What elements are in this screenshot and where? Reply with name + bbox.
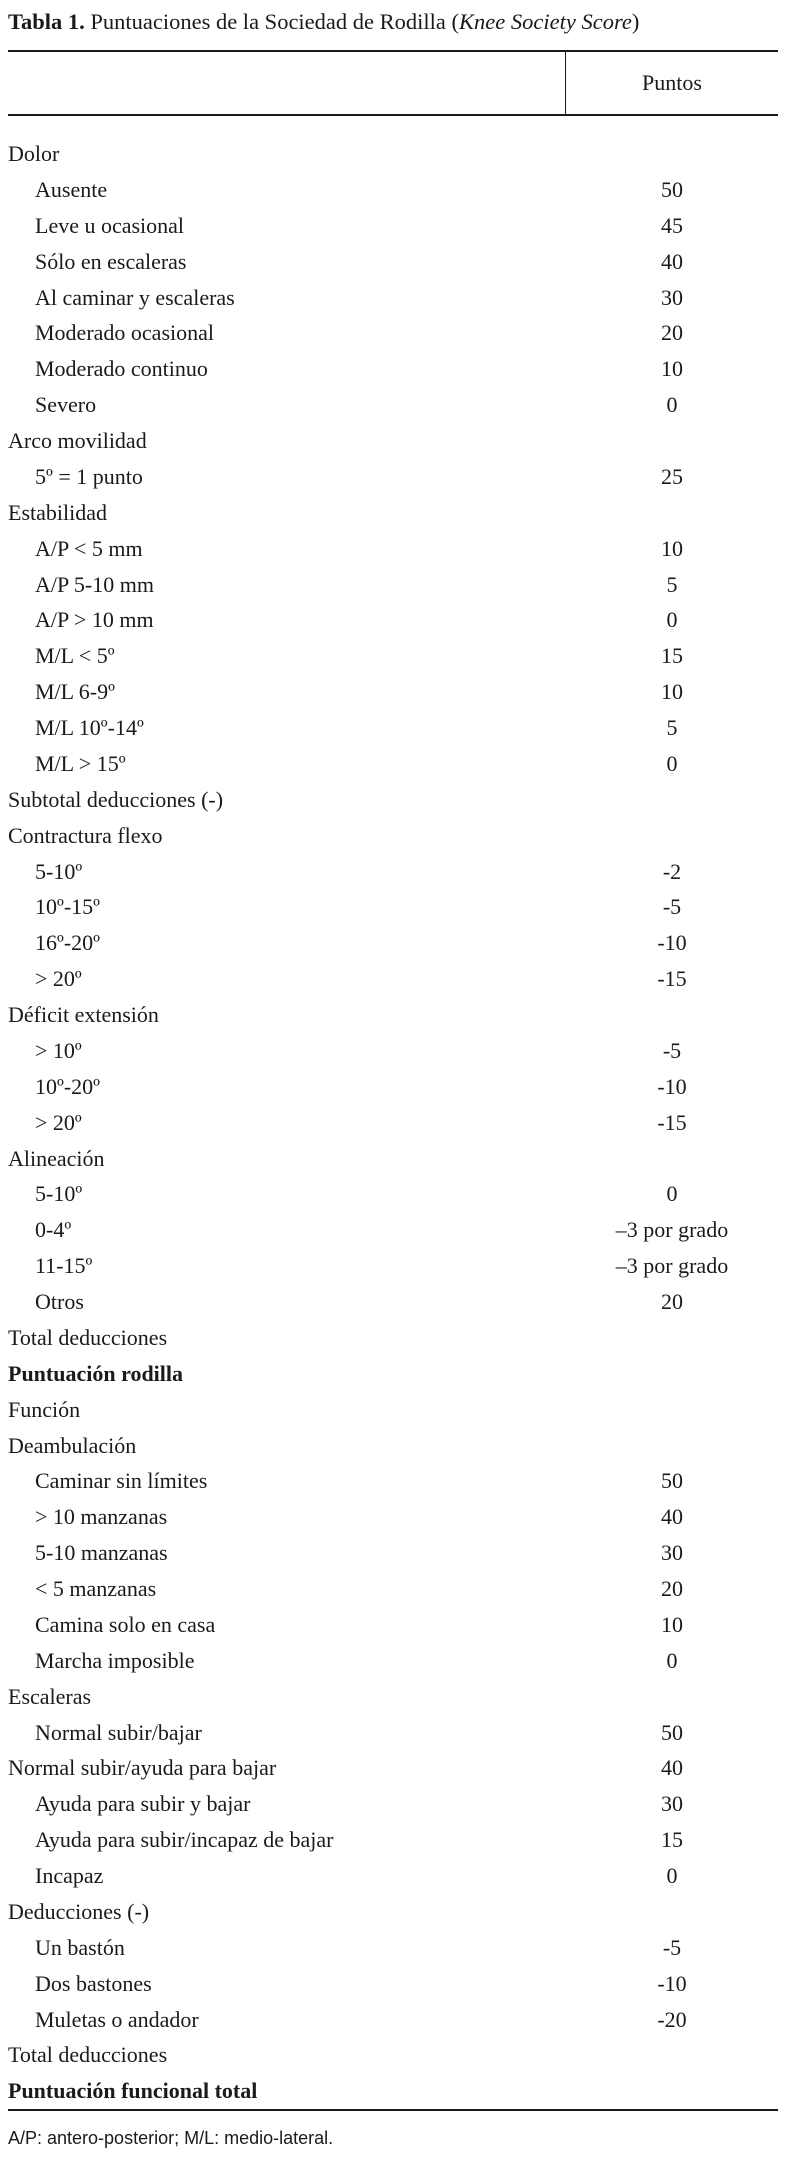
- row-label: Camina solo en casa: [35, 1611, 216, 1637]
- table-row: [8, 925, 778, 961]
- row-label: Marcha imposible: [35, 1647, 195, 1673]
- row-points: -10: [657, 1073, 687, 1099]
- table-row: [8, 1930, 778, 1966]
- row-label: Moderado ocasional: [35, 320, 214, 346]
- row-label: Función: [8, 1396, 81, 1422]
- row-points: 40: [661, 248, 683, 274]
- bottom-rule: [8, 2109, 778, 2111]
- row-label: > 10º: [35, 1037, 82, 1063]
- table-row: [8, 1750, 778, 1786]
- table-row: [8, 1141, 778, 1177]
- table-footnote: A/P: antero-posterior; M/L: medio-lateral.: [8, 2128, 334, 2148]
- row-label: Moderado continuo: [35, 356, 208, 382]
- table-row: [8, 1715, 778, 1751]
- row-label: M/L 6-9º: [35, 679, 115, 705]
- table-row: [8, 1643, 778, 1679]
- table-row: [8, 1535, 778, 1571]
- table-row: [8, 351, 778, 387]
- row-points: 15: [661, 1827, 683, 1853]
- row-label: 5º = 1 punto: [35, 463, 143, 489]
- row-label: Ayuda para subir/incapaz de bajar: [35, 1827, 334, 1853]
- row-label: Arco movilidad: [8, 428, 147, 453]
- table-row: [8, 1679, 778, 1715]
- row-points: -10: [657, 930, 687, 956]
- table-row: [8, 1858, 778, 1894]
- table-row: [8, 1966, 778, 2002]
- table-row: [8, 531, 778, 567]
- row-points: 10: [661, 1611, 683, 1637]
- table-row: [8, 280, 778, 316]
- row-label: Total deducciones: [8, 1324, 168, 1350]
- table-row: [8, 423, 778, 459]
- row-points: 45: [661, 212, 683, 238]
- table-row: [8, 1428, 778, 1464]
- table-row: [8, 244, 778, 280]
- table-row: [8, 2002, 778, 2038]
- table-row: [8, 818, 778, 854]
- table-body: [8, 136, 778, 2109]
- row-label: 10º-15º: [35, 894, 100, 920]
- row-points: 50: [661, 176, 683, 202]
- row-points: -2: [662, 858, 682, 884]
- table-row: [8, 1105, 778, 1141]
- table-row: [8, 315, 778, 351]
- row-label: Otros: [35, 1289, 84, 1314]
- table-row: [8, 854, 778, 890]
- row-points: -5: [662, 1934, 682, 1960]
- table-row: [8, 2037, 778, 2073]
- table-row: [8, 2073, 778, 2109]
- table-row: [8, 1499, 778, 1535]
- row-label: Leve u ocasional: [35, 212, 185, 238]
- row-label: A/P < 5 mm: [35, 535, 143, 561]
- row-points: 30: [661, 1540, 683, 1566]
- row-points: 0: [666, 1863, 678, 1888]
- table-row: [8, 1894, 778, 1930]
- row-points: -20: [657, 2006, 687, 2032]
- row-points: 40: [661, 1755, 683, 1781]
- table-row: [8, 172, 778, 208]
- row-points: 40: [661, 1504, 683, 1530]
- table-row: [8, 1176, 778, 1212]
- row-points: 0: [666, 392, 678, 418]
- table-title: [8, 6, 639, 38]
- row-points: -15: [657, 1109, 687, 1135]
- row-label: M/L < 5º: [35, 643, 115, 669]
- row-points: –3 por grado: [615, 1217, 729, 1243]
- row-points: -10: [657, 1970, 687, 1996]
- row-points: 30: [661, 1791, 683, 1817]
- row-points: -5: [662, 894, 682, 920]
- row-label: Normal subir/bajar: [35, 1719, 202, 1745]
- row-points: 10: [661, 535, 683, 561]
- table-row: [8, 387, 778, 423]
- row-label: Sólo en escaleras: [35, 248, 187, 274]
- table-row: [8, 1822, 778, 1858]
- row-label: A/P 5-10 mm: [35, 571, 154, 597]
- row-label: < 5 manzanas: [35, 1576, 157, 1601]
- table-row: [8, 1320, 778, 1356]
- table-row: [8, 782, 778, 818]
- row-label: Contractura flexo: [8, 822, 163, 848]
- row-points: 30: [661, 284, 683, 310]
- row-points: 20: [661, 320, 683, 346]
- row-points: 0: [666, 750, 678, 776]
- table-number: Tabla 1.: [8, 9, 85, 34]
- row-label: M/L 10º-14º: [35, 715, 144, 740]
- row-label: Estabilidad: [8, 499, 107, 525]
- table-row: [8, 1033, 778, 1069]
- row-label: 0-4º: [35, 1217, 72, 1243]
- row-label: Normal subir/ayuda para bajar: [8, 1755, 277, 1781]
- table-row: [8, 1392, 778, 1428]
- row-label: Escaleras: [8, 1683, 92, 1709]
- row-points: 10: [661, 356, 683, 382]
- table-row: [8, 567, 778, 603]
- row-label: Muletas o andador: [35, 2006, 199, 2032]
- row-points: 5: [666, 715, 678, 740]
- table-row: [8, 602, 778, 638]
- row-label: Puntuación funcional total: [8, 2078, 258, 2104]
- row-label: > 10 manzanas: [35, 1504, 168, 1530]
- table-row: [8, 1463, 778, 1499]
- table-row: [8, 961, 778, 997]
- row-label: Dos bastones: [35, 1970, 152, 1996]
- row-label: Caminar sin límites: [35, 1468, 208, 1494]
- table-row: [8, 710, 778, 746]
- table-row: [8, 459, 778, 495]
- row-points: -15: [657, 966, 687, 992]
- row-points: 50: [661, 1468, 683, 1494]
- row-points: 0: [666, 1647, 678, 1673]
- row-points: -5: [662, 1037, 682, 1063]
- table-row: [8, 1069, 778, 1105]
- row-label: > 20º: [35, 1109, 82, 1135]
- table-title-text: Puntuaciones de la Sociedad de Rodilla (: [90, 9, 460, 34]
- row-label: Incapaz: [35, 1863, 104, 1888]
- row-points: –3 por grado: [615, 1253, 729, 1279]
- row-label: Déficit extensión: [8, 1002, 159, 1027]
- table-row: [8, 889, 778, 925]
- row-label: Subtotal deducciones (-): [8, 786, 224, 812]
- row-points: 5: [666, 571, 678, 597]
- row-label: Alineación: [8, 1145, 105, 1171]
- table-title-italic: Knee Society Score: [459, 9, 632, 34]
- table-row: [8, 674, 778, 710]
- table-row: [8, 997, 778, 1033]
- table-row: [8, 638, 778, 674]
- table-row: [8, 1212, 778, 1248]
- table-row: [8, 495, 778, 531]
- table-row: [8, 208, 778, 244]
- column-header-points: Puntos: [642, 70, 702, 95]
- row-label: A/P > 10 mm: [35, 607, 154, 633]
- table-row: [8, 1607, 778, 1643]
- row-points: 0: [666, 607, 678, 633]
- table-row: [8, 746, 778, 782]
- row-label: 5-10º: [35, 1181, 83, 1207]
- row-points: 20: [661, 1576, 683, 1601]
- row-points: 10: [661, 679, 683, 705]
- table-row: [8, 1356, 778, 1392]
- header-rule: [8, 114, 778, 116]
- row-points: 15: [661, 643, 683, 669]
- row-label: 10º-20º: [35, 1073, 100, 1099]
- table-row: [8, 136, 778, 172]
- row-label: Al caminar y escaleras: [35, 284, 235, 310]
- row-label: 16º-20º: [35, 930, 100, 956]
- table-row: [8, 1786, 778, 1822]
- row-points: 50: [661, 1719, 683, 1745]
- row-label: Severo: [35, 392, 97, 418]
- row-label: 5-10º: [35, 858, 83, 884]
- row-label: Un bastón: [35, 1934, 125, 1960]
- table-row: [8, 1248, 778, 1284]
- row-label: M/L > 15º: [35, 750, 126, 776]
- row-label: > 20º: [35, 966, 82, 992]
- row-label: 11-15º: [35, 1253, 93, 1279]
- row-label: Deambulación: [8, 1432, 137, 1458]
- row-label: Ausente: [35, 176, 108, 202]
- table-row: [8, 1284, 778, 1320]
- row-label: Ayuda para subir y bajar: [35, 1791, 251, 1817]
- row-points: 25: [661, 463, 683, 489]
- row-label: Total deducciones: [8, 2042, 168, 2068]
- table-row: [8, 1571, 778, 1607]
- table-title-close: ): [631, 9, 640, 34]
- row-label: Deducciones (-): [8, 1898, 150, 1924]
- row-label: Puntuación rodilla: [8, 1360, 184, 1386]
- row-points: 20: [661, 1289, 683, 1314]
- row-label: 5-10 manzanas: [35, 1540, 168, 1566]
- row-label: Dolor: [8, 141, 60, 166]
- row-points: 0: [666, 1181, 678, 1207]
